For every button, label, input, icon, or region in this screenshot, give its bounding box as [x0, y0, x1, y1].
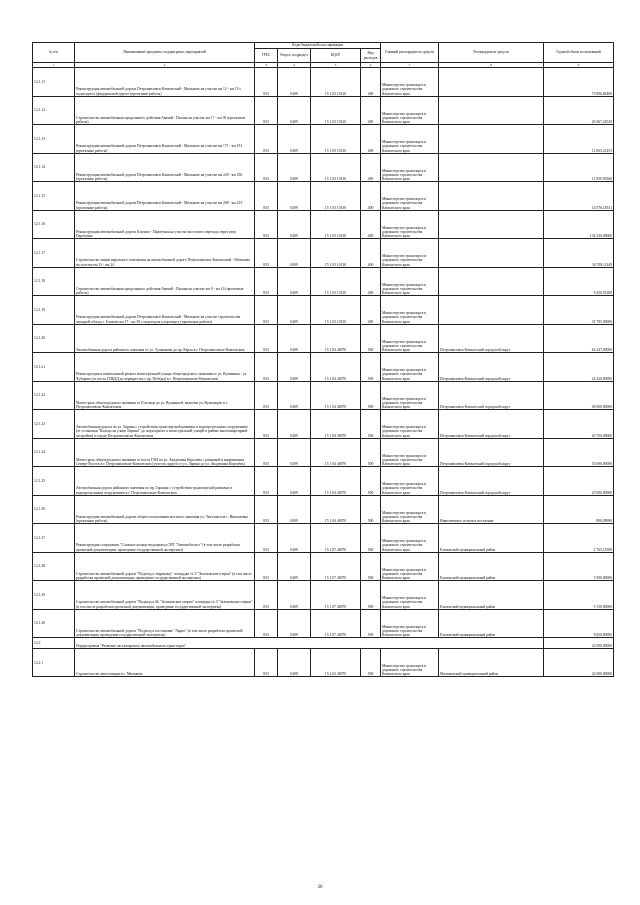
row-recipient	[439, 296, 544, 325]
row-rz: 0409	[278, 353, 311, 382]
row-vr: 400	[361, 296, 381, 325]
row-grbs: 833	[255, 296, 278, 325]
row-vr: 400	[361, 96, 381, 125]
row-volume: 800,49990	[544, 495, 614, 524]
row-csr: 15 1 03 10130	[311, 125, 361, 154]
row-csr: 15 2 02 40070	[311, 649, 361, 677]
document-page	[32, 42, 613, 677]
row-csr: 15 1 03 10130	[311, 210, 361, 239]
header-vr: Вид расходов	[361, 49, 381, 63]
row-main: Министерство транспорта и дорожного строительства Камчатского края	[381, 353, 439, 382]
row-recipient	[439, 68, 544, 97]
row-rz: 0409	[278, 182, 311, 211]
row-num: 12.1.17	[33, 239, 75, 268]
row-name: Реконструкция автомобильной дороги Петропавловск-Камчатский - Мильково на участке строительства западной обхода г. Елизово км 37 - км 30 с подъездом к аэропорту (проектные работы)	[75, 296, 255, 325]
row-name: Реконструкция автомобильной дороги общего пользования местного значения ул. Энтузиастов с. Николаевка (проектные работы)	[75, 495, 255, 524]
row-rz: 0409	[278, 495, 311, 524]
row-name: Реконструкция и капитальный ремонт магистральной улицы общегородского значения от ул. Вулканная - ул. Чубарова (от поста ГИБДД до перекрестка с пр. Победы) в г. Петропавловске-Камчатском	[75, 353, 255, 382]
row-vr: 400	[361, 125, 381, 154]
row-recipient	[439, 239, 544, 268]
row-volume: 11 859,93360	[544, 153, 614, 182]
row-name: Реконструкция автомобильной дороги Петропавловск-Камчатский - Мильково на участке км 12 - км 19 с подъездом к (федеральной дороге (проектные работы)	[75, 68, 255, 97]
row-name: Строительство автомобильная продолжного действия Авачий - Палана на участке км 0 - км 16 (проектные работы)	[75, 267, 255, 296]
row-name: Реконструкция автомобильной дороги Петропавловск-Камчатский - Мильково на участке км 220 - км 236 (проектные работы)	[75, 153, 255, 182]
row-recipient: Елизовский муниципальный район	[439, 552, 544, 581]
row-main: Министерство транспорта и дорожного строительства Камчатского края	[381, 210, 439, 239]
row-main: Министерство транспорта и дорожного строительства Камчатского края	[381, 296, 439, 325]
row-volume: 9 456,91200	[544, 267, 614, 296]
row-grbs: 833	[255, 649, 278, 677]
row-volume: 5 500,00000	[544, 552, 614, 581]
row-volume: 2 765,15500	[544, 524, 614, 553]
row-grbs: 833	[255, 552, 278, 581]
row-csr: 15 1 07 40070	[311, 524, 361, 553]
row-rz: 0409	[278, 381, 311, 410]
row-volume: 20 700,00000	[544, 410, 614, 439]
row-rz: 0409	[278, 552, 311, 581]
row-rz: 0409	[278, 153, 311, 182]
row-main: Министерство транспорта и дорожного строительства Камчатского края	[381, 182, 439, 211]
row-vr: 400	[361, 267, 381, 296]
row-num: 12.1.16	[33, 210, 75, 239]
row-volume: 25 000,00000	[544, 467, 614, 496]
table-row	[33, 410, 614, 439]
row-csr: 15 1 04 40070	[311, 381, 361, 410]
page-number: 36	[317, 885, 323, 890]
row-num: 12.2	[33, 638, 75, 649]
row-recipient: Елизовский муниципальный район	[439, 524, 544, 553]
row-vr: 500	[361, 581, 381, 610]
row-num: 12.1.23	[33, 410, 75, 439]
row-grbs: 833	[255, 609, 278, 638]
row-main: Министерство транспорта и дорожного строительства Камчатского края	[381, 239, 439, 268]
row-name: Подпрограмма "Развитие пассажирского автомобильного транспорта"	[75, 638, 544, 649]
row-num: 12.1.27	[33, 524, 75, 553]
row-recipient	[439, 267, 544, 296]
row-num: 12.1.18	[33, 267, 75, 296]
row-csr: 15 1 03 10120	[311, 68, 361, 97]
table-row	[33, 524, 614, 553]
row-recipient	[439, 153, 544, 182]
row-recipient: Петропавловск-Камчатский городской округ	[439, 353, 544, 382]
header-codes: Коды бюджетной классификации	[255, 43, 381, 49]
row-rz: 0409	[278, 296, 311, 325]
row-csr: 15 1 04 40070	[311, 324, 361, 353]
row-volume: 134 330,00000	[544, 210, 614, 239]
row-name: Строительство автомобильной дороги "Подъезд к 6Ь "Зеленовские озерки" площадка № 3 "Зеленовские озерки" (в том числе разработка проектной документации, проведение государственной экспертизы)	[75, 581, 255, 610]
budget-table	[32, 42, 614, 677]
table-row	[33, 381, 614, 410]
row-recipient	[439, 182, 544, 211]
row-recipient: Елизовский муниципальный район	[439, 581, 544, 610]
row-name: Строительство автостанции в с. Мильково	[75, 649, 255, 677]
row-main: Министерство транспорта и дорожного строительства Камчатского края	[381, 410, 439, 439]
row-grbs: 833	[255, 581, 278, 610]
row-rz: 0409	[278, 524, 311, 553]
row-main: Министерство транспорта и дорожного строительства Камчатского края	[381, 524, 439, 553]
row-recipient: Петропавловск-Камчатский городской округ	[439, 467, 544, 496]
row-grbs: 833	[255, 96, 278, 125]
row-main: Министерство транспорта и дорожного строительства Камчатского края	[381, 125, 439, 154]
row-csr: 15 1 04 40070	[311, 495, 361, 524]
row-name: Строительство автомобильная продолжного действия Авачий - Палана на участке км 17 - км 30 (проектные работы)	[75, 96, 255, 125]
row-main: Министерство транспорта и дорожного строительства Камчатского края	[381, 552, 439, 581]
row-grbs: 833	[255, 495, 278, 524]
row-vr: 500	[361, 524, 381, 553]
row-main: Министерство транспорта и дорожного строительства Камчатского края	[381, 495, 439, 524]
row-volume: 42 420,00000	[544, 353, 614, 382]
row-grbs: 833	[255, 524, 278, 553]
row-main: Министерство транспорта и дорожного строительства Камчатского края	[381, 609, 439, 638]
row-vr: 500	[361, 381, 381, 410]
row-rz: 0409	[278, 581, 311, 610]
row-grbs: 833	[255, 267, 278, 296]
row-csr: 15 1 07 40070	[311, 552, 361, 581]
row-vr: 500	[361, 410, 381, 439]
header-volume: Годовой объем ассигнований	[544, 43, 614, 63]
row-recipient: Елизовский муниципальный район	[439, 609, 544, 638]
row-name: Реконструкция сооружения "Сложное кольцо-водопровод СНТ "Автомобилист" (в том числе разработка проектной документации, проведение государственной экспертизы)	[75, 524, 255, 553]
row-volume: 73 896,82400	[544, 68, 614, 97]
index-cell: 7	[381, 63, 439, 68]
row-main: Министерство транспорта и дорожного строительства Камчатского края	[381, 581, 439, 610]
row-csr: 15 1 03 10130	[311, 296, 361, 325]
row-grbs: 833	[255, 324, 278, 353]
row-rz: 0409	[278, 410, 311, 439]
row-grbs: 833	[255, 239, 278, 268]
row-grbs: 833	[255, 153, 278, 182]
row-csr: 15 1 03 10130	[311, 239, 361, 268]
row-volume: 14 076,18531	[544, 182, 614, 211]
table-row	[33, 96, 614, 125]
row-name: Магистраль общегородского значения от поста ГАИ по ул. Академика Королёва с развязкой в направлении Северо-Восток в г. Петропавловске-Камчатском (участок дороги от ул. Ларина до ул. Академика Королёва)	[75, 438, 255, 467]
row-num: 12.1.30	[33, 609, 75, 638]
row-main: Министерство транспорта и дорожного строительства Камчатского края	[381, 324, 439, 353]
row-csr: 15 1 04 40070	[311, 410, 361, 439]
row-volume: 20 467,24520	[544, 96, 614, 125]
row-main: Министерство транспорта и дорожного строительства Камчатского края	[381, 381, 439, 410]
row-csr: 15 1 07 40070	[311, 581, 361, 610]
row-num: 12.2.1	[33, 649, 75, 677]
row-csr: 15 1 03 10130	[311, 267, 361, 296]
table-row	[33, 353, 614, 382]
table-row	[33, 210, 614, 239]
index-cell: 2	[75, 63, 255, 68]
row-csr: 15 1 04 40070	[311, 467, 361, 496]
table-row	[33, 153, 614, 182]
row-rz: 0409	[278, 239, 311, 268]
row-vr: 400	[361, 153, 381, 182]
row-main: Министерство транспорта и дорожного строительства Камчатского края	[381, 438, 439, 467]
header-grbs: ГРБС	[255, 49, 278, 63]
header-name: Наименование программ, подпрограмм, мероприятий	[75, 43, 255, 63]
header-num: № п/п	[33, 43, 75, 63]
row-grbs: 833	[255, 68, 278, 97]
subprogram-row	[33, 638, 614, 649]
row-vr: 500	[361, 324, 381, 353]
row-name: Автомобильная дорога районного значения от ул. Тушканова до пр. Карла в г. Петропавловске-Камчатском	[75, 324, 255, 353]
row-num: 12.1.15	[33, 182, 75, 211]
row-recipient: Петропавловск-Камчатский городской округ	[439, 381, 544, 410]
row-vr: 500	[361, 467, 381, 496]
row-volume: 8 650,00000	[544, 609, 614, 638]
row-volume: 22 000,00000	[544, 649, 614, 677]
row-num: 12.1.14	[33, 153, 75, 182]
row-recipient	[439, 210, 544, 239]
table-row	[33, 495, 614, 524]
row-name: Строительство автомобильной дороги "Подъезд к постановке "Ларио" (в том числе разработка проектной документации, проведение государственной экспертизы)	[75, 609, 255, 638]
row-name: Реконструкция автомобильной дороги Петропавловск-Камчатский - Мильково на участке км 171 - км 181 (проектные работы)	[75, 125, 255, 154]
row-volume: 64 247,00000	[544, 324, 614, 353]
row-volume: 55 000,00000	[544, 438, 614, 467]
row-recipient	[439, 96, 544, 125]
row-recipient: Петропавловск-Камчатский городской округ	[439, 438, 544, 467]
row-main: Министерство транспорта и дорожного строительства Камчатского края	[381, 267, 439, 296]
row-num: 12.1.25	[33, 467, 75, 496]
table-row	[33, 581, 614, 610]
row-recipient	[439, 125, 544, 154]
row-rz: 0409	[278, 68, 311, 97]
row-num: 12.1.22	[33, 381, 75, 410]
row-rz: 0409	[278, 324, 311, 353]
row-volume: 12 065,21453	[544, 125, 614, 154]
table-row	[33, 467, 614, 496]
row-rz: 0409	[278, 125, 311, 154]
index-cell: 8	[439, 63, 544, 68]
row-rz: 0409	[278, 96, 311, 125]
row-vr: 500	[361, 609, 381, 638]
table-row	[33, 296, 614, 325]
header-main: Главный распорядитель средств	[381, 43, 439, 63]
index-cell: 9	[544, 63, 614, 68]
row-name: Реконструкция автомобильной дороги Петропавловск-Камчатский - Мильково на участке км 208 - км 215 (проектные работы)	[75, 182, 255, 211]
table-body	[33, 68, 614, 677]
row-vr: 500	[361, 552, 381, 581]
table-row	[33, 609, 614, 638]
row-csr: 15 1 03 10120	[311, 96, 361, 125]
index-cell: 3	[255, 63, 278, 68]
row-num: 12.1.28	[33, 552, 75, 581]
row-num: 12.1.24	[33, 438, 75, 467]
row-volume: 31 785,00000	[544, 296, 614, 325]
row-num: 12.1.13	[33, 125, 75, 154]
row-num: 12.1.12	[33, 96, 75, 125]
row-main: Министерство транспорта и дорожного строительства Камчатского края	[381, 153, 439, 182]
row-num: 12.1.26	[33, 495, 75, 524]
row-grbs: 833	[255, 353, 278, 382]
row-rz: 0409	[278, 210, 311, 239]
header-csr: КЦСР	[311, 49, 361, 63]
row-rz: 0409	[278, 609, 311, 638]
table-row	[33, 324, 614, 353]
row-grbs: 833	[255, 125, 278, 154]
row-name: Реконструкция автомобильной дороги Елизово - Паратунка на участке мостового перехода через реку Паратунка	[75, 210, 255, 239]
table-row	[33, 649, 614, 677]
row-vr: 400	[361, 239, 381, 268]
index-cell: 1	[33, 63, 75, 68]
row-volume: 34 708,11249	[544, 239, 614, 268]
row-vr: 400	[361, 182, 381, 211]
row-main: Министерство транспорта и дорожного строительства Камчатского края	[381, 649, 439, 677]
row-rz: 0409	[278, 438, 311, 467]
table-row	[33, 182, 614, 211]
row-csr: 15 1 04 40070	[311, 438, 361, 467]
header-recipient: Распорядитель средств	[439, 43, 544, 63]
row-recipient: Николаевское сельское поселение	[439, 495, 544, 524]
row-csr: 15 1 07 40070	[311, 609, 361, 638]
row-name: Строительство линии наружного освещения на автомобильной дороге Петропавловск-Камчатский - Мильково на участке км 12 - км 24	[75, 239, 255, 268]
row-grbs: 833	[255, 381, 278, 410]
table-row	[33, 125, 614, 154]
row-volume: 49 000,00000	[544, 381, 614, 410]
row-volume: 9 150,00000	[544, 581, 614, 610]
row-recipient: Петропавловск-Камчатский городской округ	[439, 410, 544, 439]
row-vr: 500	[361, 649, 381, 677]
row-num: 12.1.13	[33, 68, 75, 97]
row-rz: 0409	[278, 467, 311, 496]
row-grbs: 833	[255, 210, 278, 239]
row-name: Автомобильная дорога районного значения по пр. Таранца с устройством транспортной развязки и водопропускным сооружением в г. Петропавловске-Камчатском	[75, 467, 255, 496]
index-cell: 6	[361, 63, 381, 68]
row-grbs: 833	[255, 467, 278, 496]
row-recipient: Петропавловск-Камчатский городской округ	[439, 324, 544, 353]
row-vr: 400	[361, 68, 381, 97]
row-recipient: Мильковский муниципальный район	[439, 649, 544, 677]
index-cell: 4	[278, 63, 311, 68]
row-vr: 400	[361, 210, 381, 239]
header-rzpr: Раздел, подраздел	[278, 49, 311, 63]
row-main: Министерство транспорта и дорожного строительства Камчатского края	[381, 68, 439, 97]
row-csr: 15 1 03 10130	[311, 153, 361, 182]
row-rz: 0408	[278, 649, 311, 677]
row-main: Министерство транспорта и дорожного строительства Камчатского края	[381, 467, 439, 496]
row-volume: 22 000,00000	[544, 638, 614, 649]
row-main: Министерство транспорта и дорожного строительства Камчатского края	[381, 96, 439, 125]
table-row	[33, 438, 614, 467]
table-row	[33, 239, 614, 268]
table-row	[33, 552, 614, 581]
row-vr: 500	[361, 495, 381, 524]
row-csr: 15 1 03 10130	[311, 182, 361, 211]
row-num: 12.1.19	[33, 296, 75, 325]
table-row	[33, 68, 614, 97]
row-num: 12.1.21	[33, 353, 75, 382]
row-grbs: 833	[255, 182, 278, 211]
index-cell: 5	[311, 63, 361, 68]
row-grbs: 833	[255, 438, 278, 467]
row-vr: 500	[361, 438, 381, 467]
table-row	[33, 267, 614, 296]
row-num: 12.1.20	[33, 324, 75, 353]
row-name: Строительство автомобильной дороги "Подъезд к террикону" площадка № 3 "Зеленовские озерки" (в том числе разработка проектной документации, проведение государственной экспертизы)	[75, 552, 255, 581]
row-rz: 0409	[278, 267, 311, 296]
row-grbs: 833	[255, 410, 278, 439]
row-csr: 15 1 04 40070	[311, 353, 361, 382]
row-vr: 500	[361, 353, 381, 382]
row-num: 12.1.29	[33, 581, 75, 610]
row-name: Магистраль общегородского значения от II кольца до ул. Вулканной, включая ул. Вулканную в г. Петропавловске-Камчатском	[75, 381, 255, 410]
row-name: Автомобильная дорога по ул. Ларина с устройством транспортной развязки и водопропускным сооружением (от остановки "Кольцо на улице Ларина" до подъездного к магистральной улицей в районе многоквартирной застройки) в городе Петропавловске-Камчатском	[75, 410, 255, 439]
